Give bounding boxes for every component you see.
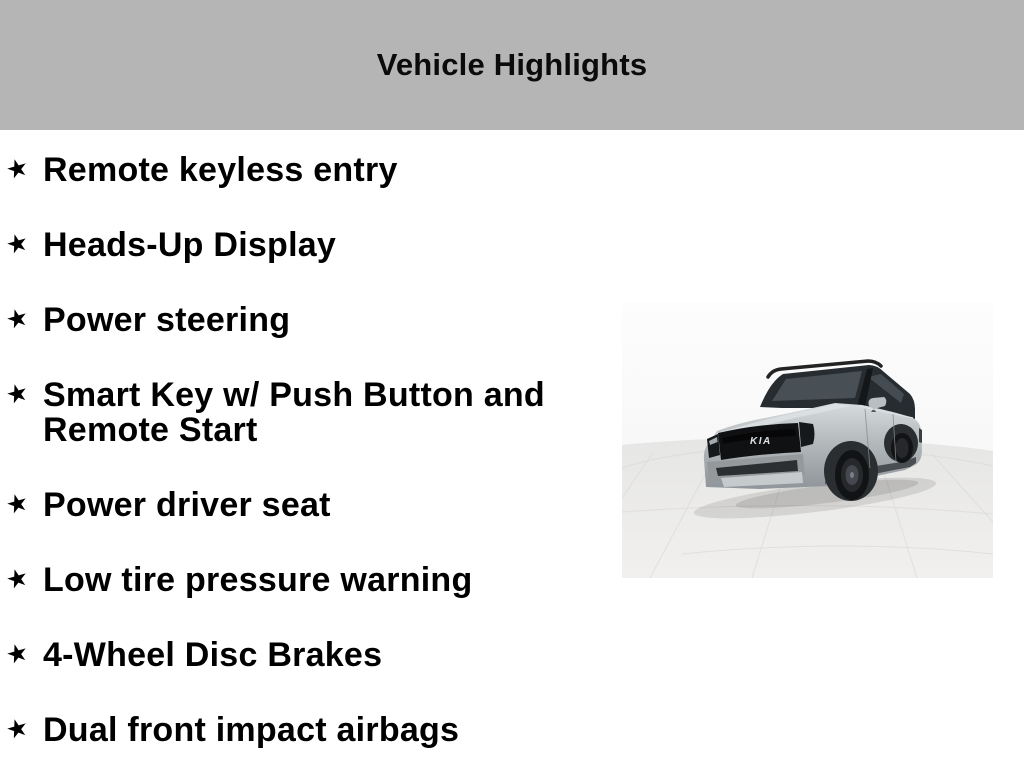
star-icon: ★ (2, 636, 32, 671)
highlight-item-label: Heads-Up Display (43, 226, 337, 264)
star-icon: ★ (2, 561, 32, 596)
header-band (0, 0, 1024, 130)
highlight-item-label: Low tire pressure warning (43, 561, 473, 599)
highlight-item-label: 4-Wheel Disc Brakes (43, 636, 383, 674)
star-icon: ★ (2, 711, 32, 746)
highlight-item-label: Power steering (43, 301, 291, 339)
taillight-hint (919, 428, 922, 443)
highlight-item (0, 153, 578, 188)
star-icon: ★ (2, 376, 32, 411)
highlight-item-label: Remote keyless entry (43, 151, 398, 189)
front-wheel-hub (850, 472, 854, 478)
vehicle-photo-illustration (622, 302, 993, 578)
highlights-list (0, 130, 578, 748)
star-icon: ★ (2, 301, 32, 336)
highlight-item (0, 563, 578, 598)
highlight-item (0, 488, 578, 523)
highlight-item-label: Smart Key w/ Push Button and Remote Start (43, 376, 545, 449)
highlight-item (0, 228, 578, 263)
star-icon: ★ (2, 486, 32, 521)
highlight-item-label: Dual front impact airbags (43, 711, 460, 749)
star-icon: ★ (2, 226, 32, 261)
kia-badge: KIA (750, 436, 772, 447)
highlight-item (0, 303, 578, 338)
highlight-item (0, 638, 578, 673)
page-title: Vehicle Highlights (376, 47, 648, 82)
rear-wheel-rim (896, 438, 909, 458)
highlight-item (0, 713, 578, 748)
vehicle-photo (622, 302, 993, 578)
headlight-right (799, 422, 815, 447)
star-icon: ★ (2, 151, 32, 186)
highlight-item-label: Power driver seat (43, 486, 331, 524)
highlight-item (0, 378, 578, 448)
